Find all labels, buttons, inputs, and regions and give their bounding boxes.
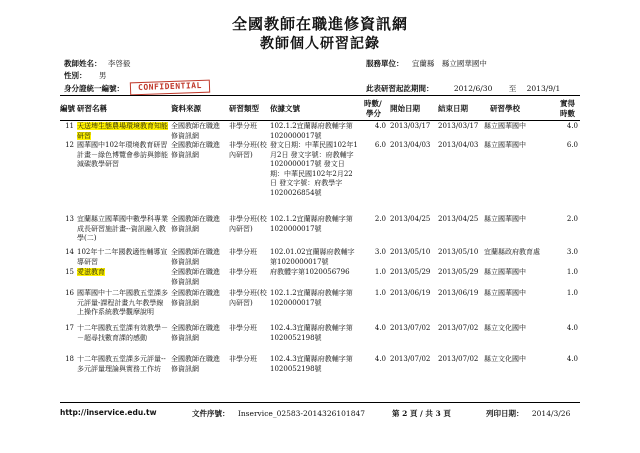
cell-course-name: 國華國中十二年國教五堂課多元評量-課程計畫九年教學線上操作系統教學觀摩說明 [77,289,168,316]
header-rule [60,120,580,121]
cell-hours: 6.0 [374,141,386,149]
gender-value: 男 [98,71,107,80]
cell-course-type: 非學分班(校內研習) [229,141,267,159]
cell-start-date: 2013/04/25 [390,215,431,223]
cell-start-date: 2013/05/10 [390,248,431,256]
cell-data-source: 全國教師在職進修資訊網 [171,141,220,159]
cell-start-date: 2013/04/03 [390,141,431,149]
cell-reference-doc: 102.1.2宜蘭縣府教輔字第1020000017號 [270,289,353,307]
cell-course-name: 宜蘭縣立國華國中數學科專業成長研習施計畫--資訊融入教學(二) [77,215,168,242]
cell-credit-hours: 4.0 [566,122,578,130]
cell-hours: 4.0 [374,355,386,363]
cell-credit-hours: 6.0 [566,141,578,149]
col-hours-2: 學分 [366,109,381,118]
cell-end-date: 2013/05/10 [438,248,479,256]
cell-row-number: 14 [65,248,74,256]
cell-credit-hours: 3.0 [566,248,578,256]
cell-start-date: 2013/07/02 [390,324,431,332]
cell-credit-hours: 1.0 [566,268,578,276]
cell-data-source: 全國教師在職進修資訊網 [171,248,220,266]
cell-school: 縣立國華國中 [484,215,526,223]
cell-hours: 1.0 [374,289,386,297]
cell-course-name: 102年十二年國教適性輔導宣導研習 [77,248,168,266]
cell-data-source: 全國教師在職進修資訊網 [171,324,220,342]
teacher-name-label: 教師姓名： [64,59,102,68]
cell-course-type: 非學分班(校內研習) [229,215,267,233]
cell-course-type: 非學分班 [229,122,257,130]
cell-reference-doc: 102.01.02宜蘭縣府教輔字第1020000017號 [270,248,355,266]
cell-end-date: 2013/05/29 [438,268,479,276]
period-label: 此表研習起訖期間： [366,84,434,93]
cell-data-source: 全國教師在職進修資訊網 [171,122,220,140]
col-hours-1: 時數/ [364,99,382,108]
top-rule [60,95,580,96]
col-credit-1: 實得 [560,99,575,108]
cell-end-date: 2013/04/25 [438,215,479,223]
cell-school: 縣立文化國中 [484,324,526,332]
cell-row-number: 18 [65,355,74,363]
cell-school: 宜蘭縣政府教育處 [484,248,540,256]
cell-data-source: 全國教師在職進修資訊網 [171,268,220,286]
cell-course-type: 非學分班(校內研習) [229,289,267,307]
cell-hours: 3.0 [374,248,386,256]
cell-credit-hours: 1.0 [566,289,578,297]
cell-course-type: 非學分班 [229,324,257,332]
cell-row-number: 13 [65,215,74,223]
period-to: 至 [508,84,517,93]
unit-value: 宜蘭縣 縣立國華國中 [411,59,487,68]
unit-field [366,58,487,69]
period-field [366,83,560,94]
col-doc: 依據文號 [270,104,300,113]
cell-course-name: 愛滋教育 [77,268,105,276]
col-end: 結束日期 [438,104,468,113]
cell-hours: 4.0 [374,324,386,332]
period-start: 2012/6/30 [453,84,493,93]
cell-school: 縣立文化國中 [484,355,526,363]
cell-hours: 2.0 [374,215,386,223]
cell-start-date: 2013/06/19 [390,289,431,297]
cell-school: 縣立國華國中 [484,268,526,276]
cell-course-name: 國華國中102年環境教育研習計畫－綠色博覽會參訪與節能減碳教學研習 [77,141,168,168]
cell-course-type: 非學分班 [229,355,257,363]
cell-course-name: 天送埤生態農場環境教育知能研習 [77,122,168,140]
cell-hours: 4.0 [374,122,386,130]
cell-row-number: 15 [65,268,74,276]
cell-end-date: 2013/03/17 [438,122,479,130]
cell-end-date: 2013/04/03 [438,141,479,149]
cell-course-name: 十二年國教五堂課多元評量--多元評量理論與實務工作坊 [77,355,166,373]
gender-field [64,70,106,81]
col-type: 研習類型 [229,104,259,113]
table-header [60,98,580,120]
cell-data-source: 全國教師在職進修資訊網 [171,289,220,307]
page-title: 全國教師在職進修資訊網 [231,15,408,33]
col-start: 開始日期 [390,104,420,113]
id-label: 身分證統一編號： [64,84,124,93]
cell-end-date: 2013/07/02 [438,324,479,332]
bottom-rule [60,402,580,403]
gender-label: 性別： [64,71,87,80]
teacher-name-value: 李啓毅 [107,59,131,68]
cell-row-number: 12 [65,141,74,149]
cell-school: 縣立國華國中 [484,122,526,130]
cell-reference-doc: 102.4.3宜蘭縣府教輔字第1020052198號 [270,324,353,342]
col-school: 研習學校 [490,104,520,113]
print-date: 列印日期： 2014/3/26 [486,409,571,418]
page-number: 第 2 頁 / 共 3 頁 [392,409,451,418]
cell-school: 縣立國華國中 [484,141,526,149]
cell-reference-doc: 發文日期：中華民國102年1月2日 發文字號：府教輔字1020000017號 發文日期：中華民國102年2月22日 發文字號：府教學字1020026854號 [270,141,358,197]
doc-serial: 文件序號： Inservice_02583-2014326101847 [192,409,366,418]
period-end: 2013/9/1 [526,84,561,93]
teacher-name-field [64,58,130,69]
col-source: 資料來源 [171,104,201,113]
unit-label: 服務單位： [366,59,404,68]
site-url: http://inservice.edu.tw [60,408,157,417]
cell-credit-hours: 4.0 [566,324,578,332]
confidential-stamp: CONFIDENTIAL [130,80,210,96]
cell-start-date: 2013/07/02 [390,355,431,363]
cell-course-type: 非學分班 [229,248,257,256]
cell-row-number: 16 [65,289,74,297]
cell-reference-doc: 102.4.3宜蘭縣府教輔字第1020052198號 [270,355,353,373]
cell-start-date: 2013/03/17 [390,122,431,130]
cell-credit-hours: 4.0 [566,355,578,363]
cell-row-number: 11 [65,122,74,130]
cell-end-date: 2013/06/19 [438,289,479,297]
cell-hours: 1.0 [374,268,386,276]
cell-data-source: 全國教師在職進修資訊網 [171,215,220,233]
cell-row-number: 17 [65,324,74,332]
cell-credit-hours: 2.0 [566,215,578,223]
cell-course-name: 十二年國教五堂課有效教學－－超尋找數育課的感動 [77,324,168,342]
cell-reference-doc: 府教體字第1020056796 [270,268,350,276]
cell-data-source: 全國教師在職進修資訊網 [171,355,220,373]
col-no: 編號 [60,104,75,113]
cell-reference-doc: 102.1.2宜蘭縣府教輔字第1020000017號 [270,122,353,140]
page-subtitle: 教師個人研習記錄 [260,36,380,52]
cell-school: 縣立國華國中 [484,289,526,297]
cell-end-date: 2013/07/02 [438,355,479,363]
col-credit-2: 時數 [560,109,575,118]
cell-course-type: 非學分班 [229,268,257,276]
cell-start-date: 2013/05/29 [390,268,431,276]
cell-reference-doc: 102.1.2宜蘭縣府教輔字第1020000017號 [270,215,353,233]
col-name: 研習名稱 [77,104,107,113]
